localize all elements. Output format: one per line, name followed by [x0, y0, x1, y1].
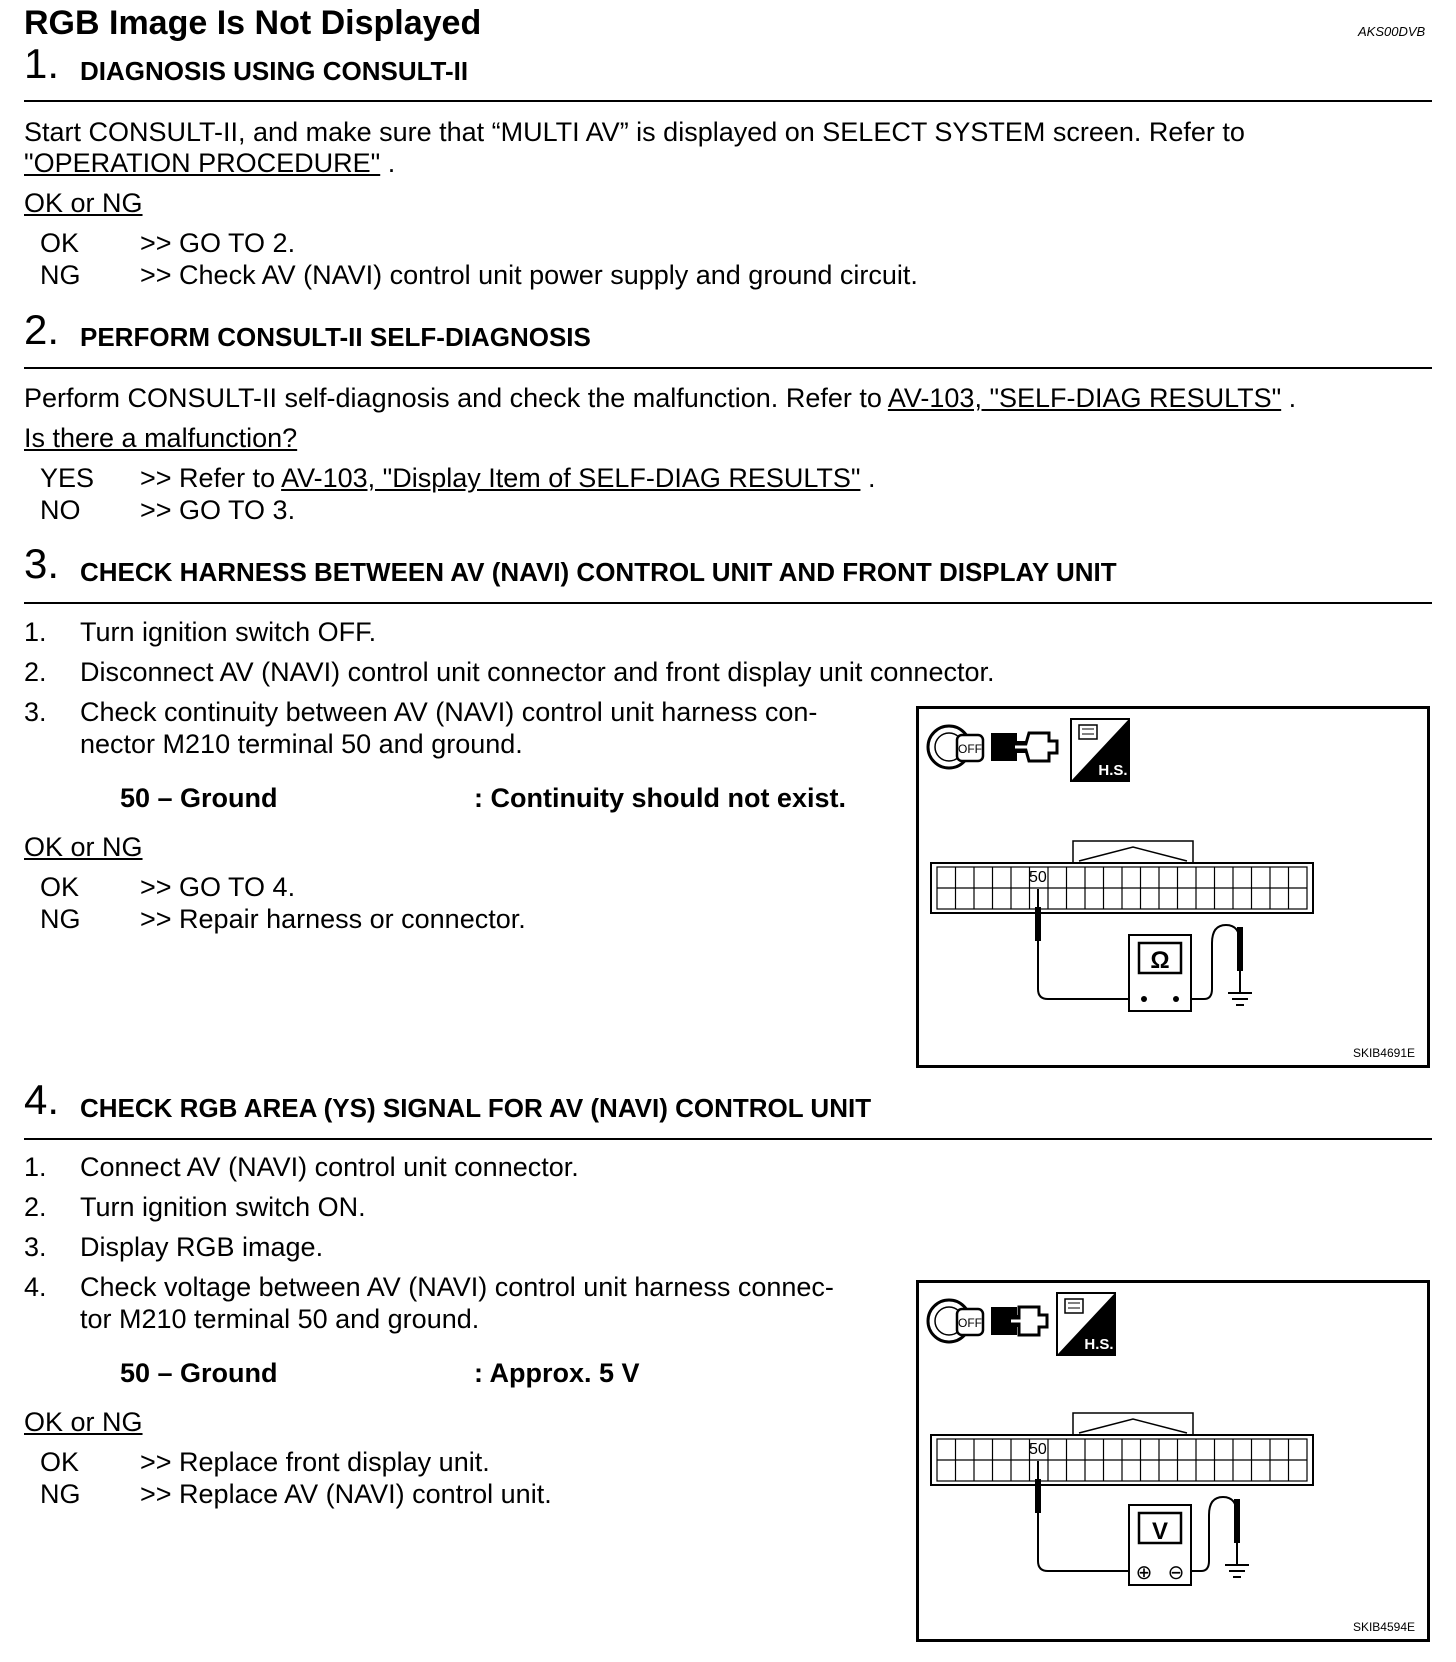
- step-4-spec-label: 50 – Ground: [120, 1358, 278, 1388]
- step-2-result-text-no: >> GO TO 3.: [140, 495, 296, 525]
- step-4-list-num-3: 3.: [24, 1232, 47, 1262]
- step-3-list-num-3: 3.: [24, 697, 47, 727]
- continuity-diagram: [919, 709, 1427, 1065]
- step-2-divider: [24, 367, 1432, 369]
- step-4-spec-value: : Approx. 5 V: [474, 1358, 640, 1388]
- step-1-number: 1.: [24, 40, 60, 87]
- step-4-list-num-1: 1.: [24, 1152, 47, 1182]
- terminal-50-label: 50: [1029, 1441, 1047, 1458]
- step-2-number: 2.: [24, 306, 60, 353]
- ohmmeter-icon: [1129, 935, 1191, 1011]
- step-3-result-key-ok: OK: [40, 872, 80, 902]
- step-4-list-item-4-line1: Check voltage between AV (NAVI) control unit harness connec-: [80, 1272, 834, 1302]
- voltmeter-icon: [1129, 1505, 1191, 1585]
- step-4-list-num-4: 4.: [24, 1272, 47, 1302]
- ignition-off-label: OFF: [958, 1316, 982, 1330]
- step-4-list-num-2: 2.: [24, 1192, 47, 1222]
- step-3-list-item-1: Turn ignition switch OFF.: [80, 617, 377, 647]
- voltage-diagram: [919, 1283, 1427, 1639]
- step-2-result-key-yes: YES: [40, 463, 95, 493]
- step-2-result-text-yes: >> Refer to AV-103, "Display Item of SELF-DIAG RESULTS" .: [140, 463, 876, 493]
- ground-icon: [1228, 993, 1252, 1005]
- step-1-result-text-ok: >> GO TO 2.: [140, 228, 296, 258]
- step-3-number: 3.: [24, 540, 60, 587]
- document-id: AKS00DVB: [1358, 24, 1426, 39]
- step-1-result-key-ok: OK: [40, 228, 80, 258]
- harness-connector: [931, 1413, 1313, 1485]
- self-diag-results-link[interactable]: AV-103, "SELF-DIAG RESULTS": [887, 383, 1282, 413]
- terminal-50-label: 50: [1029, 869, 1047, 886]
- step-3-list-item-2: Disconnect AV (NAVI) control unit connector and front display unit connector.: [80, 657, 995, 687]
- step-4-list-item-4-line2: tor M210 terminal 50 and ground.: [80, 1304, 480, 1334]
- step-1-result-text-ng: >> Check AV (NAVI) control unit power supply and ground circuit.: [140, 260, 918, 290]
- harness-side-label: H.S.: [1098, 762, 1128, 779]
- step-3-question: OK or NG: [24, 832, 143, 862]
- step-3-spec-value: : Continuity should not exist.: [474, 783, 846, 813]
- step-4-result-key-ok: OK: [40, 1447, 80, 1477]
- step-4-list-item-2: Turn ignition switch ON.: [80, 1192, 366, 1222]
- step-1-heading: DIAGNOSIS USING CONSULT-II: [80, 56, 469, 86]
- connector-connected-icon: [991, 1307, 1047, 1335]
- volt-symbol: V: [1151, 1518, 1169, 1545]
- ignition-key-icon: [928, 726, 983, 768]
- step-1-question: OK or NG: [24, 188, 143, 218]
- harness-side-icon: [1057, 1293, 1115, 1355]
- step-3-result-key-ng: NG: [40, 904, 81, 934]
- step-4-heading: CHECK RGB AREA (YS) SIGNAL FOR AV (NAVI) CONTROL UNIT: [80, 1093, 872, 1123]
- step-1-instruction: Start CONSULT-II, and make sure that “MULTI AV” is displayed on SELECT SYSTEM screen. Refer to: [24, 117, 1245, 147]
- display-item-link[interactable]: AV-103, "Display Item of SELF-DIAG RESULTS": [281, 463, 861, 493]
- step-3-list-item-3-line2: nector M210 terminal 50 and ground.: [80, 729, 523, 759]
- step-2-heading: PERFORM CONSULT-II SELF-DIAGNOSIS: [80, 322, 591, 352]
- step-4-list-item-3: Display RGB image.: [80, 1232, 324, 1262]
- step-4-list-item-1: Connect AV (NAVI) control unit connector.: [80, 1152, 579, 1182]
- step-3-spec-label: 50 – Ground: [120, 783, 278, 813]
- step-1-divider: [24, 100, 1432, 102]
- step-4-result-text-ng: >> Replace AV (NAVI) control unit.: [140, 1479, 552, 1509]
- step-3-list-item-3-line1: Check continuity between AV (NAVI) control unit harness con-: [80, 697, 818, 727]
- positive-terminal-icon: ⊕: [1135, 1562, 1153, 1584]
- step-2-question: Is there a malfunction?: [24, 423, 298, 453]
- figure-2-id: SKIB4594E: [1352, 1620, 1415, 1634]
- step-1-result-key-ng: NG: [40, 260, 81, 290]
- step-4-question: OK or NG: [24, 1407, 143, 1437]
- step-4-number: 4.: [24, 1076, 60, 1123]
- voltage-check-figure: [916, 1280, 1430, 1642]
- step-3-list-num-2: 2.: [24, 657, 47, 687]
- harness-connector: [931, 841, 1313, 913]
- step-2-instruction: Perform CONSULT-II self-diagnosis and check the malfunction. Refer to AV-103, "SELF-DIAG RESULTS" .: [24, 383, 1297, 413]
- step-1-reference: "OPERATION PROCEDURE" .: [24, 148, 396, 178]
- step-3-result-text-ok: >> GO TO 4.: [140, 872, 296, 902]
- continuity-check-figure: [916, 706, 1430, 1068]
- step-4-divider: [24, 1138, 1432, 1140]
- step-3-list-num-1: 1.: [24, 617, 47, 647]
- harness-side-label: H.S.: [1084, 1336, 1114, 1353]
- connector-disconnect-icon: [991, 733, 1057, 761]
- step-3-result-text-ng: >> Repair harness or connector.: [140, 904, 526, 934]
- step-4-result-text-ok: >> Replace front display unit.: [140, 1447, 490, 1477]
- ignition-off-label: OFF: [958, 742, 982, 756]
- figure-1-id: SKIB4691E: [1352, 1046, 1415, 1060]
- step-2-result-key-no: NO: [40, 495, 81, 525]
- step-3-divider: [24, 602, 1432, 604]
- ignition-key-icon: [928, 1300, 983, 1342]
- ohm-symbol: Ω: [1150, 947, 1170, 974]
- operation-procedure-link[interactable]: "OPERATION PROCEDURE": [24, 148, 381, 178]
- step-3-heading: CHECK HARNESS BETWEEN AV (NAVI) CONTROL UNIT AND FRONT DISPLAY UNIT: [80, 557, 1117, 587]
- step-4-result-key-ng: NG: [40, 1479, 81, 1509]
- ground-icon: [1225, 1565, 1249, 1577]
- negative-terminal-icon: ⊖: [1167, 1562, 1185, 1584]
- harness-side-icon: [1071, 719, 1129, 781]
- page-title: RGB Image Is Not Displayed: [24, 4, 482, 42]
